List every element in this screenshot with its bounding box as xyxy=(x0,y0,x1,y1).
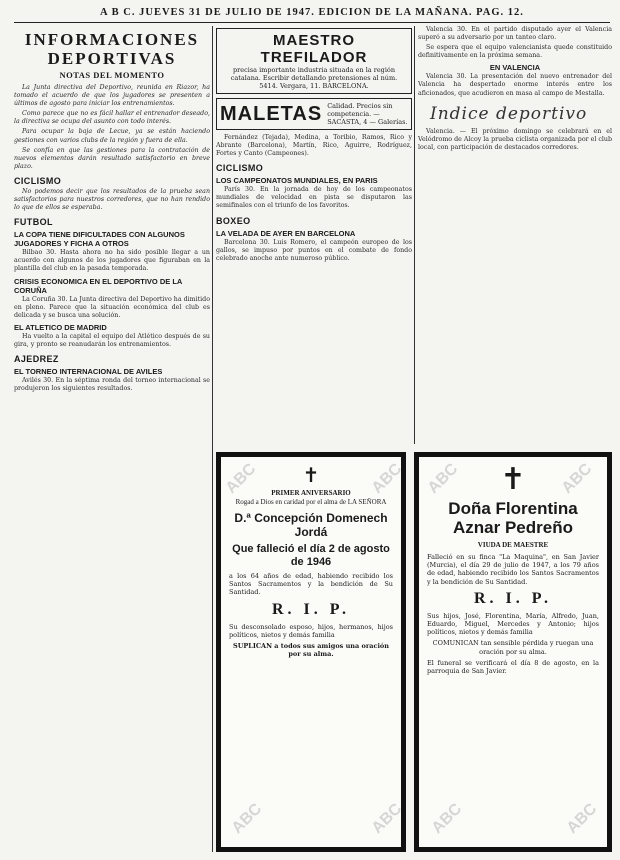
ad-title: MALETAS xyxy=(220,102,323,125)
article-headline: LA COPA TIENE DIFICULTADES CON ALGUNOS JUGADORES Y FICHA A OTROS xyxy=(14,230,185,249)
obituary-anniversary: PRIMER ANIVERSARIO xyxy=(271,489,351,497)
cross-icon: ✝ xyxy=(302,463,320,487)
paragraph: Fernández (Tejada), Medina, a Toribio, Ramos, Rico y Abrante (Barcelona), Martín, Rico, Aguirre, Rodríguez, Fortes y Canto (Campeones). xyxy=(216,134,412,158)
column-rule xyxy=(414,26,415,444)
section-title-ciclismo: CICLISMO xyxy=(14,175,62,186)
watermark: ABC xyxy=(228,800,266,837)
paragraph: Como parece que no es fácil hallar el entrenador deseado, la directiva se ocupa del asunto con todo interés. xyxy=(14,110,210,126)
paragraph: La Coruña 30. La Junta directiva del Deportivo ha dimitido en pleno. Parece que la situación económica del club es delicada y se busca una solución. xyxy=(14,295,210,319)
obituary-text: a los 64 años de edad, habiendo recibido los Santos Sacramentos y la bendición de Su Santidad. xyxy=(229,572,393,597)
article-headline: EL TORNEO INTERNACIONAL DE AVILES xyxy=(14,366,163,376)
paragraph: Bilbao 30. Hasta ahora no ha sido posible llegar a un acuerdo con algunos de los jugadores que figuraban en la plantilla del club en la pasada temporada. xyxy=(14,249,210,273)
obituary-aznar xyxy=(414,452,612,852)
obituary-domenech xyxy=(216,452,406,852)
classified-ad xyxy=(216,28,412,94)
paragraph: París 30. En la jornada de hoy de los campeonatos mundiales de velocidad en pista se disputaron las semifinales con el triunfo de los favoritos. xyxy=(216,186,412,210)
handwritten-annotation: Indice deportivo xyxy=(430,103,588,124)
masthead: A B C. JUEVES 31 DE JULIO DE 1947. EDICION DE LA MAÑANA. PAG. 12. xyxy=(14,6,610,23)
watermark: ABC xyxy=(563,800,601,837)
obituary-date: Que falleció el día 2 de agosto de 1946 xyxy=(232,543,390,568)
paragraph: Valencia 30. En el partido disputado ayer el Valencia superó a su adversario por un tanteo claro. xyxy=(418,26,612,42)
paragraph: Se espera que el equipo valencianista quede constituido definitivamente en la próxima semana. xyxy=(418,44,612,60)
ad-text: precisa importante industria situada en la región catalana. Escribir detallando pretensiones al núm. 5414. Vergara, 11. BARCELONA. xyxy=(230,66,398,90)
section-title-boxeo: BOXEO xyxy=(216,215,251,226)
paragraph: Barcelona 30. Luis Romero, el campeón europeo de los gallos, se impuso por puntos en el combate de fondo celebrado anoche ante numeroso público. xyxy=(216,238,412,262)
section-headline: INFORMACIONES DEPORTIVAS xyxy=(24,30,200,68)
paragraph: Valencia. — El próximo domingo se celebrará en el Velódromo de Alcoy la prueba ciclista organizada por el club local, con participación de destacados corredores. xyxy=(418,127,612,151)
paragraph: Avilés 30. En la séptima ronda del torneo internacional se produjeron los siguientes resultados. xyxy=(14,376,210,393)
article-headline: EL ATLETICO DE MADRID xyxy=(14,322,107,332)
cross-icon: ✝ xyxy=(500,462,526,497)
article-headline: EN VALENCIA xyxy=(489,63,541,73)
watermark: ABC xyxy=(368,460,406,497)
watermark: ABC xyxy=(558,460,596,497)
obituary-viuda: VIUDA DE MAESTRE xyxy=(477,541,549,549)
column-2 xyxy=(216,26,412,444)
article-headline: LA VELADA DE AYER EN BARCELONA xyxy=(216,228,356,238)
section-title-ajedrez: AJEDREZ xyxy=(14,353,59,364)
obituary-name: D.ª Concepción Domenech Jordá xyxy=(234,511,388,539)
obituary-name: Doña Florentina Aznar Pedreño xyxy=(448,499,578,537)
paragraph: Ha vuelto a la capital el equipo del Atlético después de su gira, y pronto se reanudarán los entrenamientos. xyxy=(14,332,210,348)
article-headline: LOS CAMPEONATOS MUNDIALES, EN PARIS xyxy=(216,176,378,186)
paragraph: No podemos decir que los resultados de la prueba sean satisfactorios para nuestros corredores, que no han rendido lo que de ellos se esperaba. xyxy=(14,187,210,212)
watermark: ABC xyxy=(222,460,260,497)
paragraph: Para ocupar la baja de Lecue, ya se están haciendo gestiones con varios clubs de la región y fuera de ella. xyxy=(14,128,210,144)
watermark: ABC xyxy=(424,460,462,497)
obituary-text: Falleció en su finca "La Maquina", en San Javier (Murcia), el día 29 de julio de 1947, a los 79 años de edad, habiendo recibido los Santos Sacramentos y la bendición de Su Santidad. xyxy=(427,553,599,586)
paragraph: Valencia 30. La presentación del nuevo entrenador del Valencia ha despertado enorme interés entre los aficionados, que acudieron en masa al campo de Mestalla. xyxy=(418,73,612,97)
section-subhead: NOTAS DEL MOMENTO xyxy=(59,70,165,80)
column-3 xyxy=(418,26,612,444)
ad-title: MAESTRO TREFILADOR xyxy=(260,32,368,66)
column-rule xyxy=(212,26,213,852)
column-1 xyxy=(14,26,210,852)
watermark: ABC xyxy=(428,800,466,837)
obituary-request: COMUNICAN tan sensible pérdida y ruegan una oración por su alma. xyxy=(432,639,594,656)
section-title-ciclismo: CICLISMO xyxy=(216,163,264,174)
ad-text: Calidad. Precios sin competencia. — SACASTA, 4 — Galerías. xyxy=(327,102,408,126)
obituary-family: Sus hijos, José, Florentina, María, Alfredo, Juan, Eduardo, Miguel, Mercedes y Antonio; hijos políticos, nietos y demás familia xyxy=(427,611,599,637)
obituary-family: Su desconsolado esposo, hijos, hermanos, hijos políticos, nietos y demás familia xyxy=(229,622,393,639)
rip: R. I. P. xyxy=(473,589,553,607)
obituary-funeral: El funeral se verificará el día 8 de agosto, en la parroquia de San Javier. xyxy=(427,658,599,676)
obituary-prayer: Rogad a Dios en caridad por el alma de LA SEÑORA xyxy=(235,498,387,506)
paragraph: La Junta directiva del Deportivo, reunida en Riazor, ha tomado el acuerdo de que los jugadores se presenten a últimos de agosto para iniciar los entrenamientos. xyxy=(14,84,210,108)
section-title-futbol: FUTBOL xyxy=(14,217,53,228)
obituary-request: SUPLICAN a todos sus amigos una oración por su alma. xyxy=(233,642,389,659)
maletas-ad xyxy=(216,98,412,130)
paragraph: Se confía en que las gestiones para la contratación de nuevos elementos darán resultado satisfactorio en breve plazo. xyxy=(14,146,210,170)
watermark: ABC xyxy=(368,800,406,837)
rip: R. I. P. xyxy=(271,600,351,618)
article-headline: CRISIS ECONOMICA EN EL DEPORTIVO DE LA CORUÑA xyxy=(14,276,183,295)
